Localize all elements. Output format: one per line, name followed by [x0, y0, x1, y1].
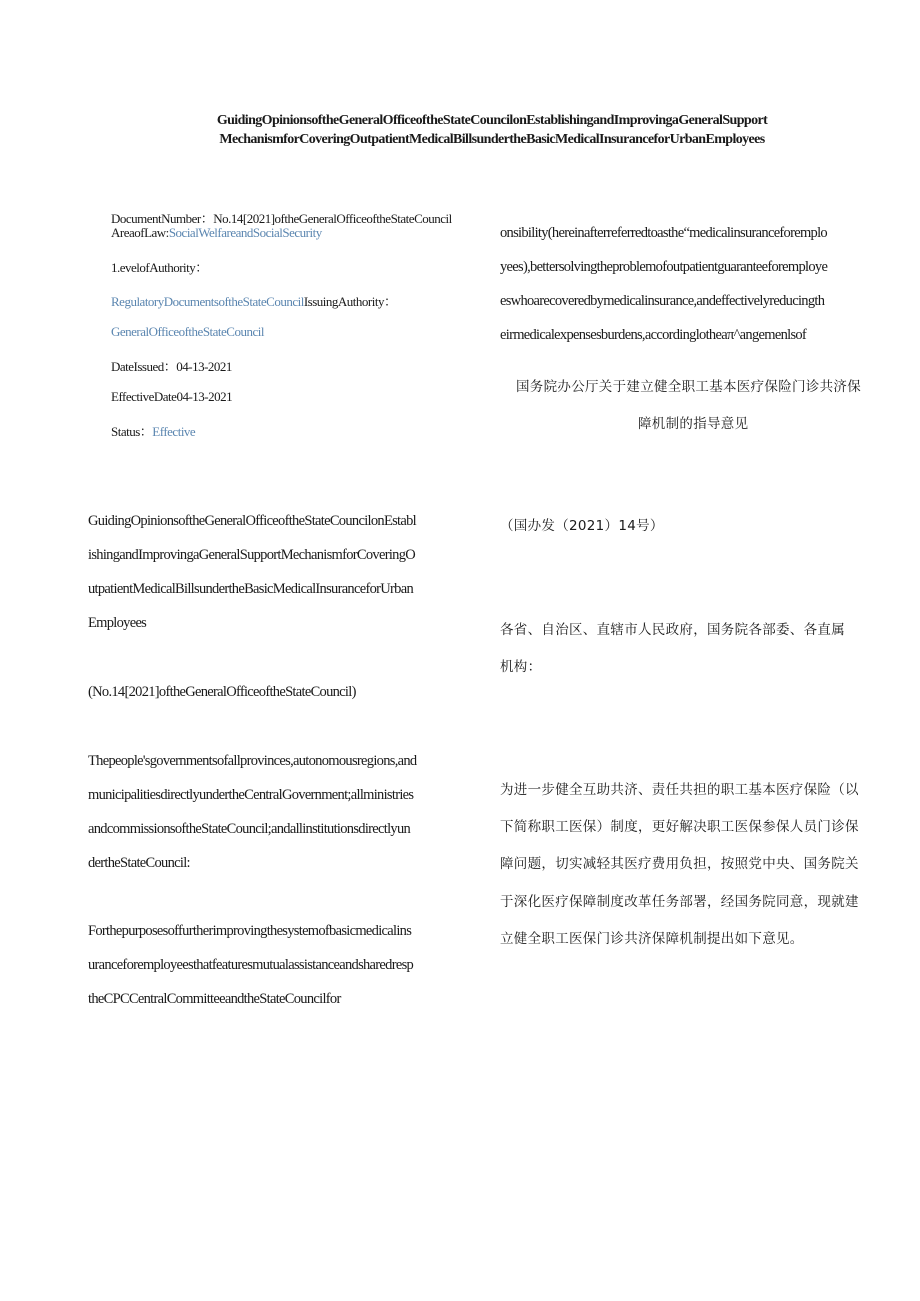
zh-body-line: 下简称职工医保）制度，更好解决职工医保参保人员门诊保	[500, 819, 859, 835]
right-en-line: yees),bettersolvingtheproblemofoutpatientguaranteeforemploye	[500, 259, 828, 275]
status	[111, 421, 195, 440]
left-body-line: Forthepurposesoffurtherimprovingthesystemofbasicmedicalins	[88, 923, 412, 939]
date-issued: DateIssued：04-13-2021	[111, 359, 232, 374]
status-label: Status：	[111, 424, 153, 439]
document-title-line-2: MechanismforCoveringOutpatientMedicalBillsundertheBasicMedicalInsuranceforUrbanEmployees	[219, 132, 765, 147]
left-title-line: utpatientMedicalBillsundertheBasicMedicalInsuranceforUrban	[88, 581, 413, 597]
left-addressee-line: dertheStateCouncil:	[88, 855, 190, 871]
zh-body-line: 于深化医疗保障制度改革任务部署，经国务院同意，现就建	[500, 894, 859, 910]
zh-addressee-line: 各省、自治区、直辖市人民政府，国务院各部委、各直属	[500, 622, 845, 638]
status-link[interactable]: Effective	[152, 424, 196, 439]
issuing-authority-label: IssuingAuthority：	[303, 294, 397, 309]
right-en-line: eswhoarecoveredbymedicalinsurance,andeffectivelyreducingth	[500, 293, 825, 309]
zh-addressee-line: 机构：	[500, 659, 542, 675]
document-number: DocumentNumber：No.14[2021]oftheGeneralOfficeoftheStateCouncil	[111, 211, 452, 226]
left-body-line: theCPCCentralCommitteeandtheStateCouncilfor	[88, 991, 341, 1007]
left-addressee-line: municipalitiesdirectlyundertheCentralGovernment;allministries	[88, 787, 414, 803]
left-title-line: ishingandImprovingaGeneralSupportMechanismforCoveringO	[88, 547, 416, 563]
left-body-line: uranceforemployeesthatfeaturesmutualassistanceandsharedresp	[88, 957, 414, 973]
level-of-authority-link[interactable]: RegulatoryDocumentsoftheStateCouncil	[111, 294, 304, 309]
right-en-line: onsibility(hereinafterreferredtoasthe“medicalinsuranceforemplo	[500, 225, 827, 241]
area-of-law-link[interactable]: SocialWelfareandSocialSecurity	[168, 225, 322, 240]
zh-body-line: 为进一步健全互助共济、责任共担的职工基本医疗保险（以	[500, 782, 859, 798]
zh-title-line: 国务院办公厅关于建立健全职工基本医疗保险门诊共济保	[516, 379, 861, 395]
document-title-line-1: GuidingOpinionsoftheGeneralOfficeoftheStateCouncilonEstablishingandImprovingaGeneralSupport	[216, 113, 768, 128]
issuing-authority-link[interactable]: GeneralOfficeoftheStateCouncil	[111, 324, 264, 339]
level-and-issuing	[111, 291, 396, 310]
left-addressee-line: andcommissionsoftheStateCouncil;andallinstitutionsdirectlyun	[88, 821, 411, 837]
left-title-line: GuidingOpinionsoftheGeneralOfficeoftheStateCouncilonEstabl	[88, 513, 416, 529]
zh-body-line: 障问题，切实减轻其医疗费用负担，按照党中央、国务院关	[500, 856, 859, 872]
zh-body-line: 立健全职工医保门诊共济保障机制提出如下意见。	[500, 931, 804, 947]
right-en-line: eirmedicalexpensesburdens,accordinglotheaπ^angemenlsof	[500, 327, 807, 343]
area-of-law-label: AreaofLaw:	[111, 225, 169, 240]
zh-doc-number: （国办发（2021）14号）	[500, 518, 664, 534]
left-doc-number: (No.14[2021]oftheGeneralOfficeoftheStateCouncil)	[88, 684, 356, 700]
left-title-line: Employees	[88, 615, 147, 631]
area-of-law	[111, 225, 322, 241]
level-of-authority-label: 1.evelofAuthority：	[111, 260, 208, 275]
left-addressee-line: Thepeople'sgovernmentsofallprovinces,autonomousregions,and	[88, 753, 417, 769]
zh-title-line: 障机制的指导意见	[638, 416, 749, 432]
effective-date: EffectiveDate04-13-2021	[111, 389, 233, 404]
